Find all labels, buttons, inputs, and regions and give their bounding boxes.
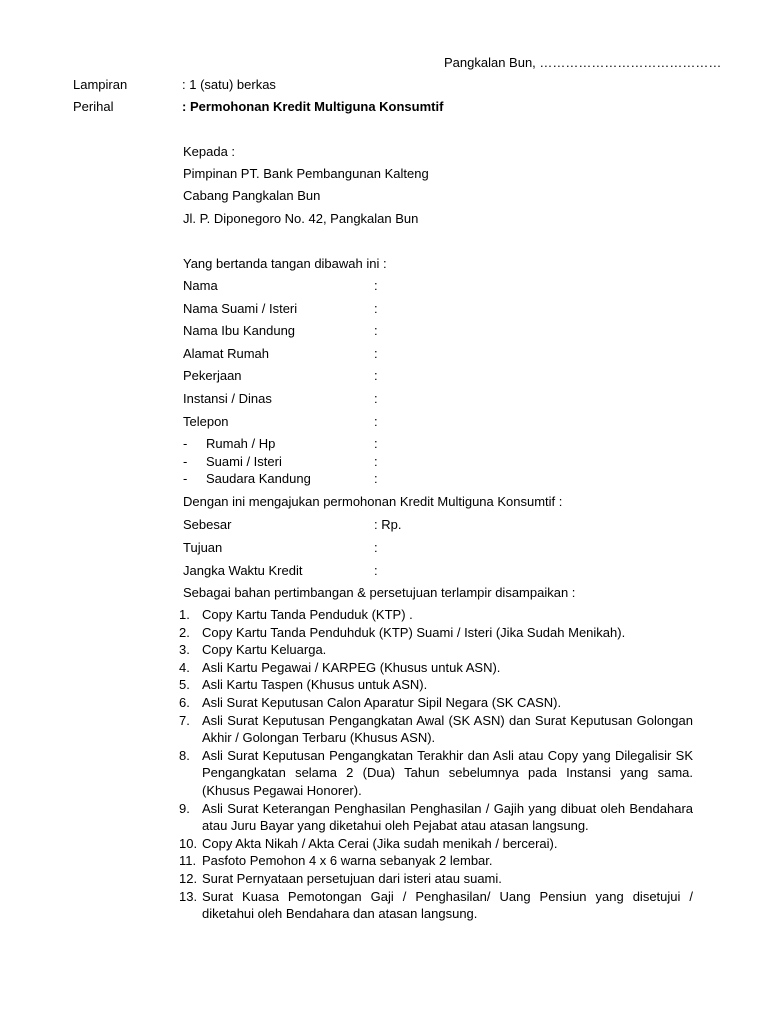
list-item bbox=[179, 659, 693, 677]
item-number: 8. bbox=[179, 747, 190, 763]
item-number: 5. bbox=[179, 677, 190, 693]
field-colon: : bbox=[374, 323, 378, 338]
item-number: 11. bbox=[179, 853, 197, 869]
field-label: Nama bbox=[183, 278, 218, 293]
field-label: Jangka Waktu Kredit bbox=[183, 563, 303, 578]
item-text: Asli Surat Keputusan Calon Aparatur Sipil Negara (SK CASN). bbox=[202, 694, 562, 710]
field-label: Nama Suami / Isteri bbox=[183, 301, 298, 316]
item-text: Copy Kartu Keluarga. bbox=[202, 642, 327, 658]
list-item bbox=[179, 870, 693, 888]
field-row bbox=[183, 517, 483, 533]
field-row bbox=[183, 540, 483, 556]
perihal-label: Perihal bbox=[73, 99, 114, 114]
field-row bbox=[183, 391, 483, 407]
list-item bbox=[179, 676, 693, 694]
application-intro: Dengan ini mengajukan permohonan Kredit Multiguna Konsumtif : bbox=[183, 494, 563, 509]
field-label: Sebesar bbox=[183, 517, 232, 532]
field-colon: : bbox=[374, 471, 378, 486]
phone-row bbox=[183, 471, 483, 487]
field-label: Nama Ibu Kandung bbox=[183, 323, 296, 338]
list-item bbox=[179, 712, 693, 747]
phone-dash: - bbox=[183, 436, 188, 451]
item-number: 13. bbox=[179, 888, 198, 904]
field-colon: : bbox=[374, 414, 378, 429]
phone-dash: - bbox=[183, 471, 188, 486]
field-colon: : bbox=[374, 368, 378, 383]
item-number: 2. bbox=[179, 624, 190, 640]
item-number: 1. bbox=[179, 607, 190, 622]
place-date: Pangkalan Bun, …………………………………… bbox=[444, 55, 722, 70]
phone-label: Saudara Kandung bbox=[206, 471, 311, 486]
item-number: 4. bbox=[179, 659, 190, 675]
field-colon: : bbox=[374, 436, 378, 451]
field-colon: : bbox=[374, 563, 378, 578]
recipient-line: Pimpinan PT. Bank Pembangunan Kalteng bbox=[183, 166, 429, 181]
field-label: Telepon bbox=[183, 414, 229, 429]
field-colon: : bbox=[374, 346, 378, 361]
item-text: Copy Kartu Tanda Penduduk (KTP) . bbox=[202, 607, 413, 622]
field-label: Tujuan bbox=[183, 540, 223, 555]
item-number: 3. bbox=[179, 642, 190, 658]
item-text: Asli Surat Keterangan Penghasilan Penghasilan / Gajih yang dibuat oleh Bendahara atau Juru Bayar yang diketahui oleh Pejabat atau atasan langsung. bbox=[202, 800, 693, 834]
item-number: 6. bbox=[179, 694, 190, 710]
item-text: Asli Kartu Pegawai / KARPEG (Khusus untuk ASN). bbox=[202, 659, 501, 675]
field-label: Alamat Rumah bbox=[183, 346, 269, 361]
list-item bbox=[179, 747, 693, 800]
phone-dash: - bbox=[183, 454, 188, 469]
item-number: 10. bbox=[179, 835, 198, 851]
field-colon: : bbox=[374, 301, 378, 316]
field-row bbox=[183, 278, 483, 294]
recipient-kepada: Kepada : bbox=[183, 144, 236, 159]
field-colon: : bbox=[374, 454, 378, 469]
field-row bbox=[183, 368, 483, 384]
phone-label: Rumah / Hp bbox=[206, 436, 276, 451]
item-text: Copy Akta Nikah / Akta Cerai (Jika sudah menikah / bercerai). bbox=[202, 835, 558, 851]
recipient-line: Jl. P. Diponegoro No. 42, Pangkalan Bun bbox=[183, 211, 419, 226]
signer-intro: Yang bertanda tangan dibawah ini : bbox=[183, 256, 387, 271]
perihal-value: : Permohonan Kredit Multiguna Konsumtif bbox=[182, 99, 444, 114]
item-text: Surat Kuasa Pemotongan Gaji / Penghasilan/ Uang Pensiun yang disetujui / diketahui oleh Bendahara dan atasan langsung. bbox=[202, 888, 693, 922]
field-row bbox=[183, 323, 483, 339]
field-row bbox=[183, 346, 483, 362]
item-number: 12. bbox=[179, 870, 198, 886]
field-label: Pekerjaan bbox=[183, 368, 242, 383]
phone-row bbox=[183, 436, 483, 452]
item-number: 7. bbox=[179, 712, 190, 728]
item-text: Surat Pernyataan persetujuan dari isteri atau suami. bbox=[202, 870, 502, 886]
item-number: 9. bbox=[179, 800, 190, 816]
recipient-line: Cabang Pangkalan Bun bbox=[183, 188, 321, 203]
list-item bbox=[179, 888, 693, 923]
list-item bbox=[179, 800, 693, 835]
list-item bbox=[179, 641, 693, 659]
list-item bbox=[179, 694, 693, 712]
field-row bbox=[183, 414, 483, 430]
lampiran-value: : 1 (satu) berkas bbox=[182, 77, 276, 92]
field-colon: : bbox=[374, 391, 378, 406]
field-label: Instansi / Dinas bbox=[183, 391, 272, 406]
list-item bbox=[179, 606, 693, 624]
list-item bbox=[179, 852, 693, 870]
item-text: Asli Kartu Taspen (Khusus untuk ASN). bbox=[202, 677, 428, 693]
field-colon: : bbox=[374, 278, 378, 293]
attachments-intro: Sebagai bahan pertimbangan & persetujuan terlampir disampaikan : bbox=[183, 585, 576, 600]
field-row bbox=[183, 563, 483, 579]
item-text: Asli Surat Keputusan Pengangkatan Terakhir dan Asli atau Copy yang Dilegalisir SK Pengangkatan selama 2 (Dua) Tahun sebelumnya pada Instansi yang sama. (Khusus Pegawai Honorer). bbox=[202, 747, 693, 798]
field-colon: : Rp. bbox=[374, 517, 402, 532]
attachments-list bbox=[179, 606, 693, 923]
phone-label: Suami / Isteri bbox=[206, 454, 282, 469]
list-item bbox=[179, 624, 693, 642]
lampiran-label: Lampiran bbox=[73, 77, 128, 92]
field-colon: : bbox=[374, 540, 378, 555]
phone-row bbox=[183, 454, 483, 470]
list-item bbox=[179, 835, 693, 853]
field-row bbox=[183, 301, 483, 317]
item-text: Asli Surat Keputusan Pengangkatan Awal (SK ASN) dan Surat Keputusan Golongan Akhir / Golongan Terbaru (Khusus ASN). bbox=[202, 712, 693, 746]
item-text: Pasfoto Pemohon 4 x 6 warna sebanyak 2 lembar. bbox=[202, 853, 493, 869]
item-text: Copy Kartu Tanda Penduhduk (KTP) Suami / Isteri (Jika Sudah Menikah). bbox=[202, 624, 626, 640]
